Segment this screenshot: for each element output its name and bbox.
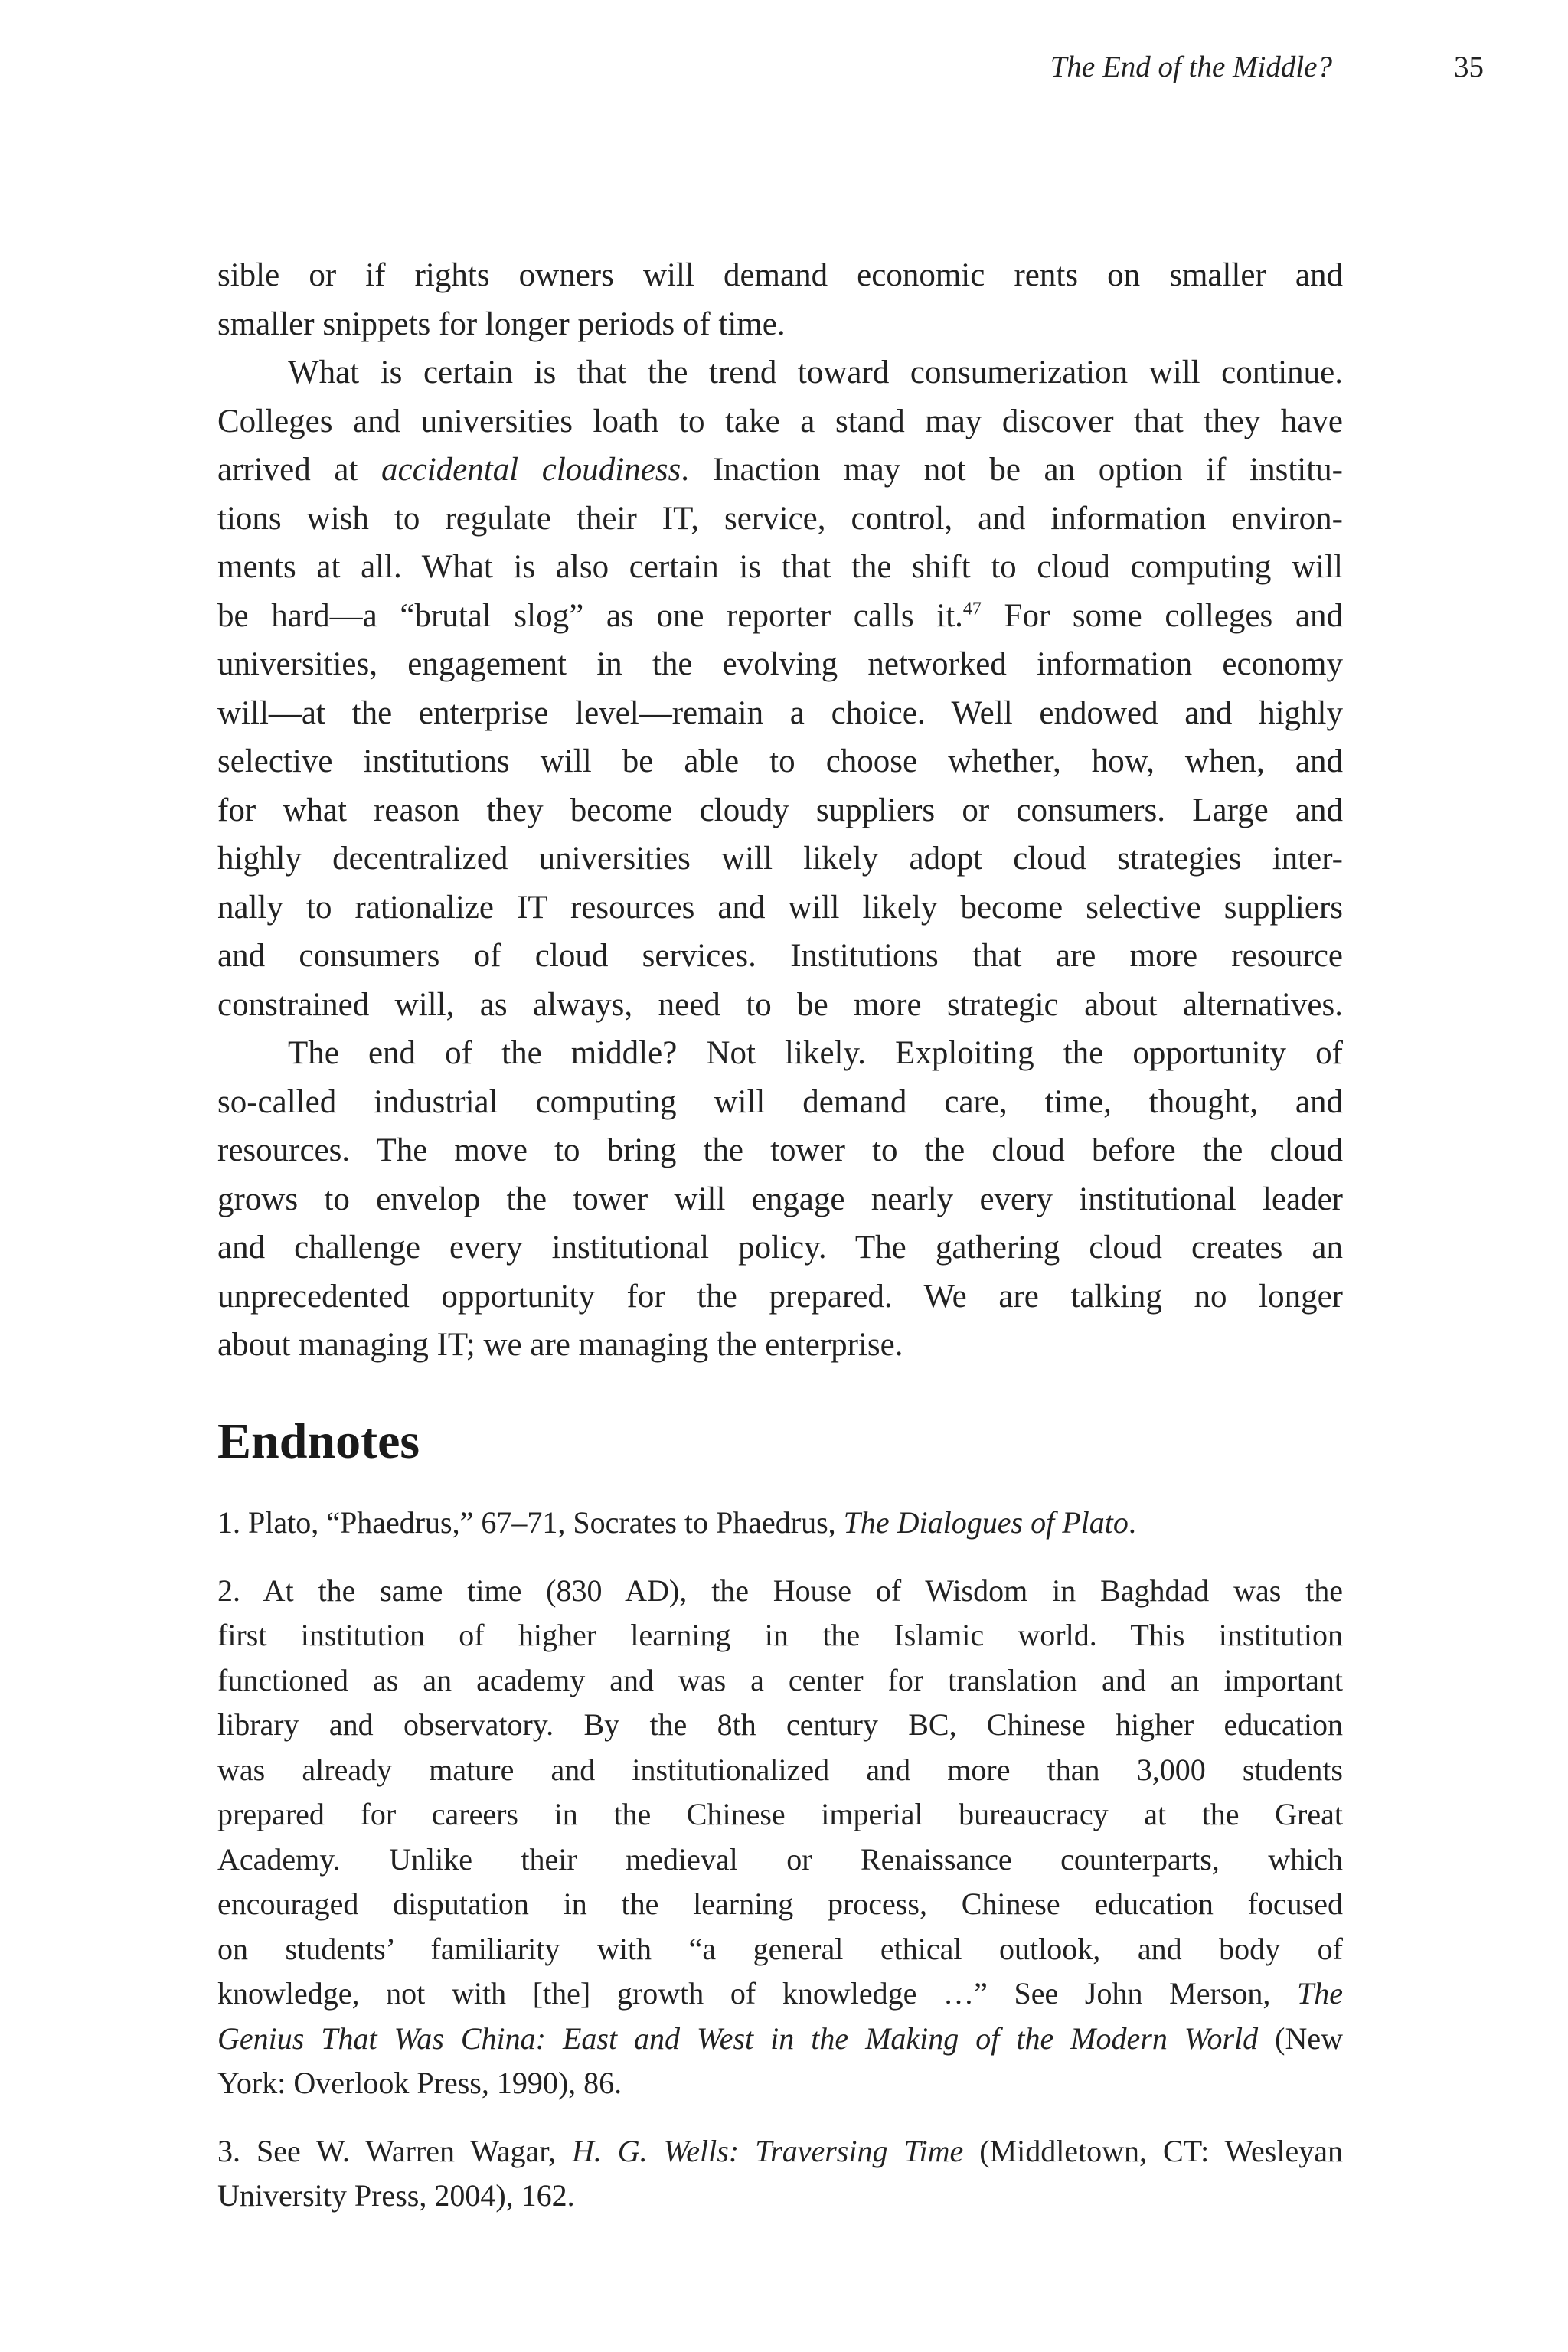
body-line: What is certain is that the trend toward consumerization will continue. bbox=[288, 354, 1343, 390]
text-run: . bbox=[1128, 1505, 1136, 1540]
body-line: universities, engagement in the evolving networked information economy bbox=[217, 646, 1343, 682]
emphasis-text: Genius That Was China: East and West in the Making of the Modern World bbox=[217, 2020, 1259, 2056]
endnote-3 bbox=[217, 2129, 1343, 2219]
endnote-line: on students’ familiarity with “a general ethical outlook, and body of bbox=[217, 1931, 1343, 1966]
body-line: tions wish to regulate their IT, service, control, and information environ- bbox=[217, 500, 1343, 537]
endnotes-heading: Endnotes bbox=[217, 1413, 420, 1469]
body-line: resources. The move to bring the tower to the cloud before the cloud bbox=[217, 1132, 1343, 1168]
endnote-line: library and observatory. By the 8th century BC, Chinese higher education bbox=[217, 1707, 1343, 1742]
body-line: and challenge every institutional policy. The gathering cloud creates an bbox=[217, 1230, 1343, 1266]
body-line: for what reason they become cloudy suppliers or consumers. Large and bbox=[217, 792, 1343, 828]
endnote-line: functioned as an academy and was a center for translation and an important bbox=[217, 1662, 1343, 1697]
endnote-line: encouraged disputation in the learning process, Chinese education focused bbox=[217, 1886, 1343, 1921]
footnote-reference: 47 bbox=[962, 599, 982, 619]
body-line bbox=[217, 592, 1343, 641]
endnote-line bbox=[217, 2129, 1343, 2174]
emphasis-text: accidental cloudiness bbox=[381, 452, 681, 488]
text-run: (New bbox=[1258, 2020, 1343, 2056]
running-head bbox=[0, 44, 1568, 90]
text-run: knowledge, not with [the] growth of knowledge …” See John Merson, bbox=[217, 1976, 1297, 2011]
endnote-line bbox=[217, 1971, 1343, 2017]
endnote-line: University Press, 2004), 162. bbox=[217, 2178, 575, 2213]
emphasis-text: The bbox=[1297, 1976, 1343, 2011]
body-line: Colleges and universities loath to take a stand may discover that they have bbox=[217, 403, 1343, 439]
text-run: (Middletown, CT: Wesleyan bbox=[963, 2133, 1343, 2168]
body-text bbox=[217, 251, 1343, 1370]
emphasis-text: The Dialogues of Plato bbox=[843, 1505, 1129, 1540]
body-line: will—at the enterprise level—remain a choice. Well endowed and highly bbox=[217, 694, 1343, 731]
body-line: The end of the middle? Not likely. Exploiting the opportunity of bbox=[288, 1035, 1343, 1071]
body-line: nally to rationalize IT resources and will likely become selective suppliers bbox=[217, 889, 1343, 926]
endnote-line: Academy. Unlike their medieval or Renaissance counterparts, which bbox=[217, 1841, 1343, 1877]
endnote-2 bbox=[217, 1569, 1343, 2106]
endnote-1 bbox=[217, 1501, 1343, 1546]
body-line: grows to envelop the tower will engage nearly every institutional leader bbox=[217, 1181, 1343, 1217]
body-line: selective institutions will be able to choose whether, how, when, and bbox=[217, 743, 1343, 779]
endnote-line: prepared for careers in the Chinese imperial bureaucracy at the Great bbox=[217, 1797, 1343, 1831]
text-run: . Inaction may not be an option if institu- bbox=[681, 452, 1343, 488]
running-head-title: The End of the Middle? bbox=[1050, 51, 1332, 83]
body-line: about managing IT; we are managing the enterprise. bbox=[217, 1327, 903, 1363]
body-line: sible or if rights owners will demand economic rents on smaller and bbox=[217, 257, 1343, 293]
text-run: For some colleges and bbox=[981, 597, 1343, 634]
endnote-line bbox=[217, 2017, 1343, 2062]
body-line bbox=[217, 446, 1343, 495]
body-line: highly decentralized universities will likely adopt cloud strategies inter- bbox=[217, 841, 1343, 877]
endnote-line: first institution of higher learning in the Islamic world. This institution bbox=[217, 1618, 1343, 1652]
body-line: and consumers of cloud services. Institutions that are more resource bbox=[217, 938, 1343, 974]
emphasis-text: H. G. Wells: Traversing Time bbox=[571, 2133, 964, 2168]
page-number: 35 bbox=[1454, 51, 1484, 83]
body-line: smaller snippets for longer periods of time. bbox=[217, 305, 786, 342]
body-line: ments at all. What is also certain is that the shift to cloud computing will bbox=[217, 549, 1343, 585]
endnote-line: York: Overlook Press, 1990), 86. bbox=[217, 2066, 622, 2100]
body-line: unprecedented opportunity for the prepared. We are talking no longer bbox=[217, 1278, 1343, 1315]
text-run: 3. See W. Warren Wagar, bbox=[217, 2133, 572, 2168]
endnote-line: was already mature and institutionalized and more than 3,000 students bbox=[217, 1752, 1343, 1787]
body-line: constrained will, as always, need to be more strategic about alternatives. bbox=[217, 986, 1343, 1023]
body-line: so-called industrial computing will demand care, time, thought, and bbox=[217, 1083, 1343, 1120]
endnotes-list bbox=[217, 1501, 1343, 2242]
text-run: be hard—a “brutal slog” as one reporter calls it. bbox=[217, 597, 963, 634]
text-run: arrived at bbox=[217, 452, 382, 488]
endnote-line bbox=[217, 1501, 1343, 1546]
text-run: 1. Plato, “Phaedrus,” 67–71, Socrates to Phaedrus, bbox=[217, 1505, 844, 1540]
endnote-line: 2. At the same time (830 AD), the House of Wisdom in Baghdad was the bbox=[217, 1573, 1343, 1608]
